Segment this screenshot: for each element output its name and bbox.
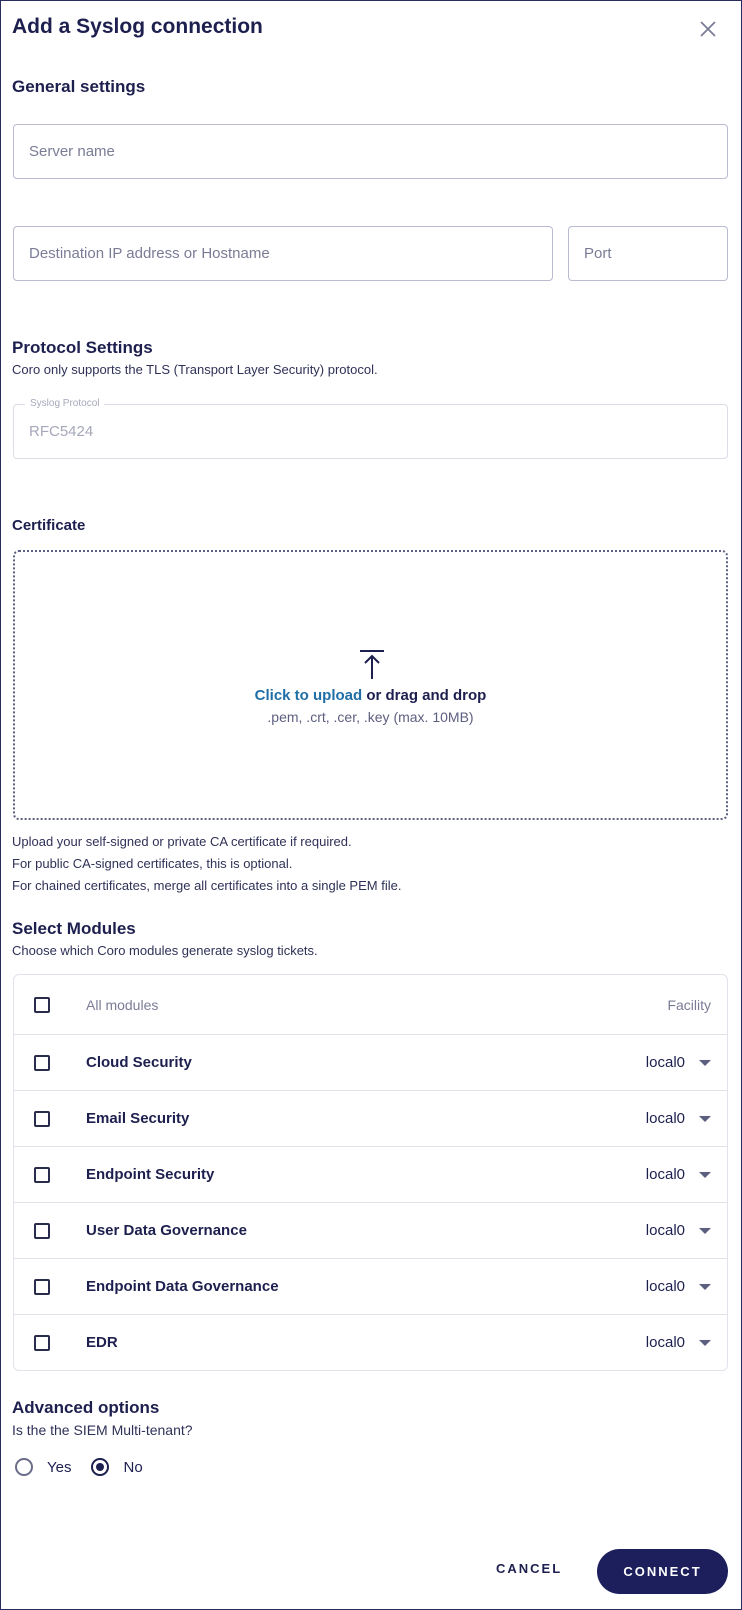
facility-column-header: Facility	[667, 996, 711, 1013]
table-row	[14, 1146, 727, 1202]
table-row	[14, 1034, 727, 1090]
drag-and-drop-text: or drag and drop	[362, 687, 487, 704]
module-checkbox[interactable]	[34, 1223, 50, 1239]
chevron-down-icon	[699, 1060, 711, 1066]
module-checkbox[interactable]	[34, 1167, 50, 1183]
module-name: Email Security	[86, 1110, 190, 1127]
protocol-settings-heading: Protocol Settings	[12, 338, 153, 357]
module-checkbox[interactable]	[34, 1335, 50, 1351]
certificate-helper-3: For chained certificates, merge all certificates into a single PEM file.	[12, 878, 402, 893]
port-placeholder: Port	[584, 245, 612, 262]
chevron-down-icon	[699, 1172, 711, 1178]
module-name: Endpoint Security	[86, 1166, 215, 1183]
dialog-title: Add a Syslog connection	[12, 15, 263, 38]
destination-placeholder: Destination IP address or Hostname	[29, 245, 270, 262]
facility-select[interactable]	[646, 1334, 711, 1351]
facility-select[interactable]	[646, 1054, 711, 1071]
certificate-helper-1: Upload your self-signed or private CA certificate if required.	[12, 834, 352, 849]
table-row	[14, 1314, 727, 1370]
table-row	[14, 1258, 727, 1314]
table-row	[14, 1202, 727, 1258]
chevron-down-icon	[699, 1340, 711, 1346]
facility-value: local0	[645, 1278, 685, 1295]
module-checkbox[interactable]	[34, 1055, 50, 1071]
facility-value: local0	[645, 1110, 685, 1127]
facility-value: local0	[645, 1054, 685, 1071]
radio-yes[interactable]	[15, 1458, 33, 1476]
module-checkbox[interactable]	[34, 1279, 50, 1295]
chevron-down-icon	[699, 1228, 711, 1234]
chevron-down-icon	[699, 1116, 711, 1122]
certificate-dropzone[interactable]	[13, 550, 728, 820]
radio-no[interactable]	[91, 1458, 109, 1476]
upload-formats: .pem, .crt, .cer, .key (max. 10MB)	[267, 709, 474, 725]
close-icon[interactable]	[696, 17, 720, 41]
syslog-protocol-value: RFC5424	[29, 423, 94, 440]
multi-tenant-radio-group	[15, 1458, 163, 1476]
upload-instruction	[15, 687, 726, 704]
advanced-options-heading: Advanced options	[12, 1398, 160, 1417]
syslog-protocol-label: Syslog Protocol	[25, 398, 104, 409]
modules-header-row	[14, 975, 727, 1034]
all-modules-label: All modules	[86, 996, 159, 1013]
facility-select[interactable]	[646, 1278, 711, 1295]
module-name: EDR	[86, 1334, 118, 1351]
connect-button[interactable]: CONNECT	[597, 1549, 728, 1594]
certificate-heading: Certificate	[12, 517, 86, 534]
module-checkbox[interactable]	[34, 1111, 50, 1127]
all-modules-checkbox[interactable]	[34, 997, 50, 1013]
facility-select[interactable]	[646, 1110, 711, 1127]
radio-no-label[interactable]: No	[123, 1458, 143, 1476]
module-name: Endpoint Data Governance	[86, 1278, 279, 1295]
multi-tenant-question: Is the the SIEM Multi-tenant?	[12, 1422, 193, 1438]
modules-table	[13, 974, 728, 1371]
port-input[interactable]	[568, 226, 728, 281]
facility-value: local0	[645, 1222, 685, 1239]
server-name-placeholder: Server name	[29, 143, 115, 160]
radio-yes-label[interactable]: Yes	[47, 1458, 72, 1476]
upload-icon	[358, 649, 386, 681]
chevron-down-icon	[699, 1284, 711, 1290]
facility-select[interactable]	[646, 1166, 711, 1183]
cancel-button[interactable]: CANCEL	[496, 1561, 563, 1576]
table-row	[14, 1090, 727, 1146]
facility-select[interactable]	[646, 1222, 711, 1239]
module-name: User Data Governance	[86, 1222, 247, 1239]
facility-value: local0	[645, 1166, 685, 1183]
certificate-helper-2: For public CA-signed certificates, this is optional.	[12, 856, 293, 871]
click-to-upload-link[interactable]: Click to upload	[254, 687, 363, 704]
protocol-description: Coro only supports the TLS (Transport Layer Security) protocol.	[12, 362, 378, 377]
facility-value: local0	[645, 1334, 685, 1351]
syslog-protocol-field	[13, 398, 728, 459]
general-settings-heading: General settings	[12, 77, 146, 96]
select-modules-description: Choose which Coro modules generate syslog tickets.	[12, 943, 318, 958]
module-name: Cloud Security	[86, 1054, 192, 1071]
server-name-input[interactable]	[13, 124, 728, 179]
select-modules-heading: Select Modules	[12, 919, 136, 938]
destination-input[interactable]	[13, 226, 553, 281]
